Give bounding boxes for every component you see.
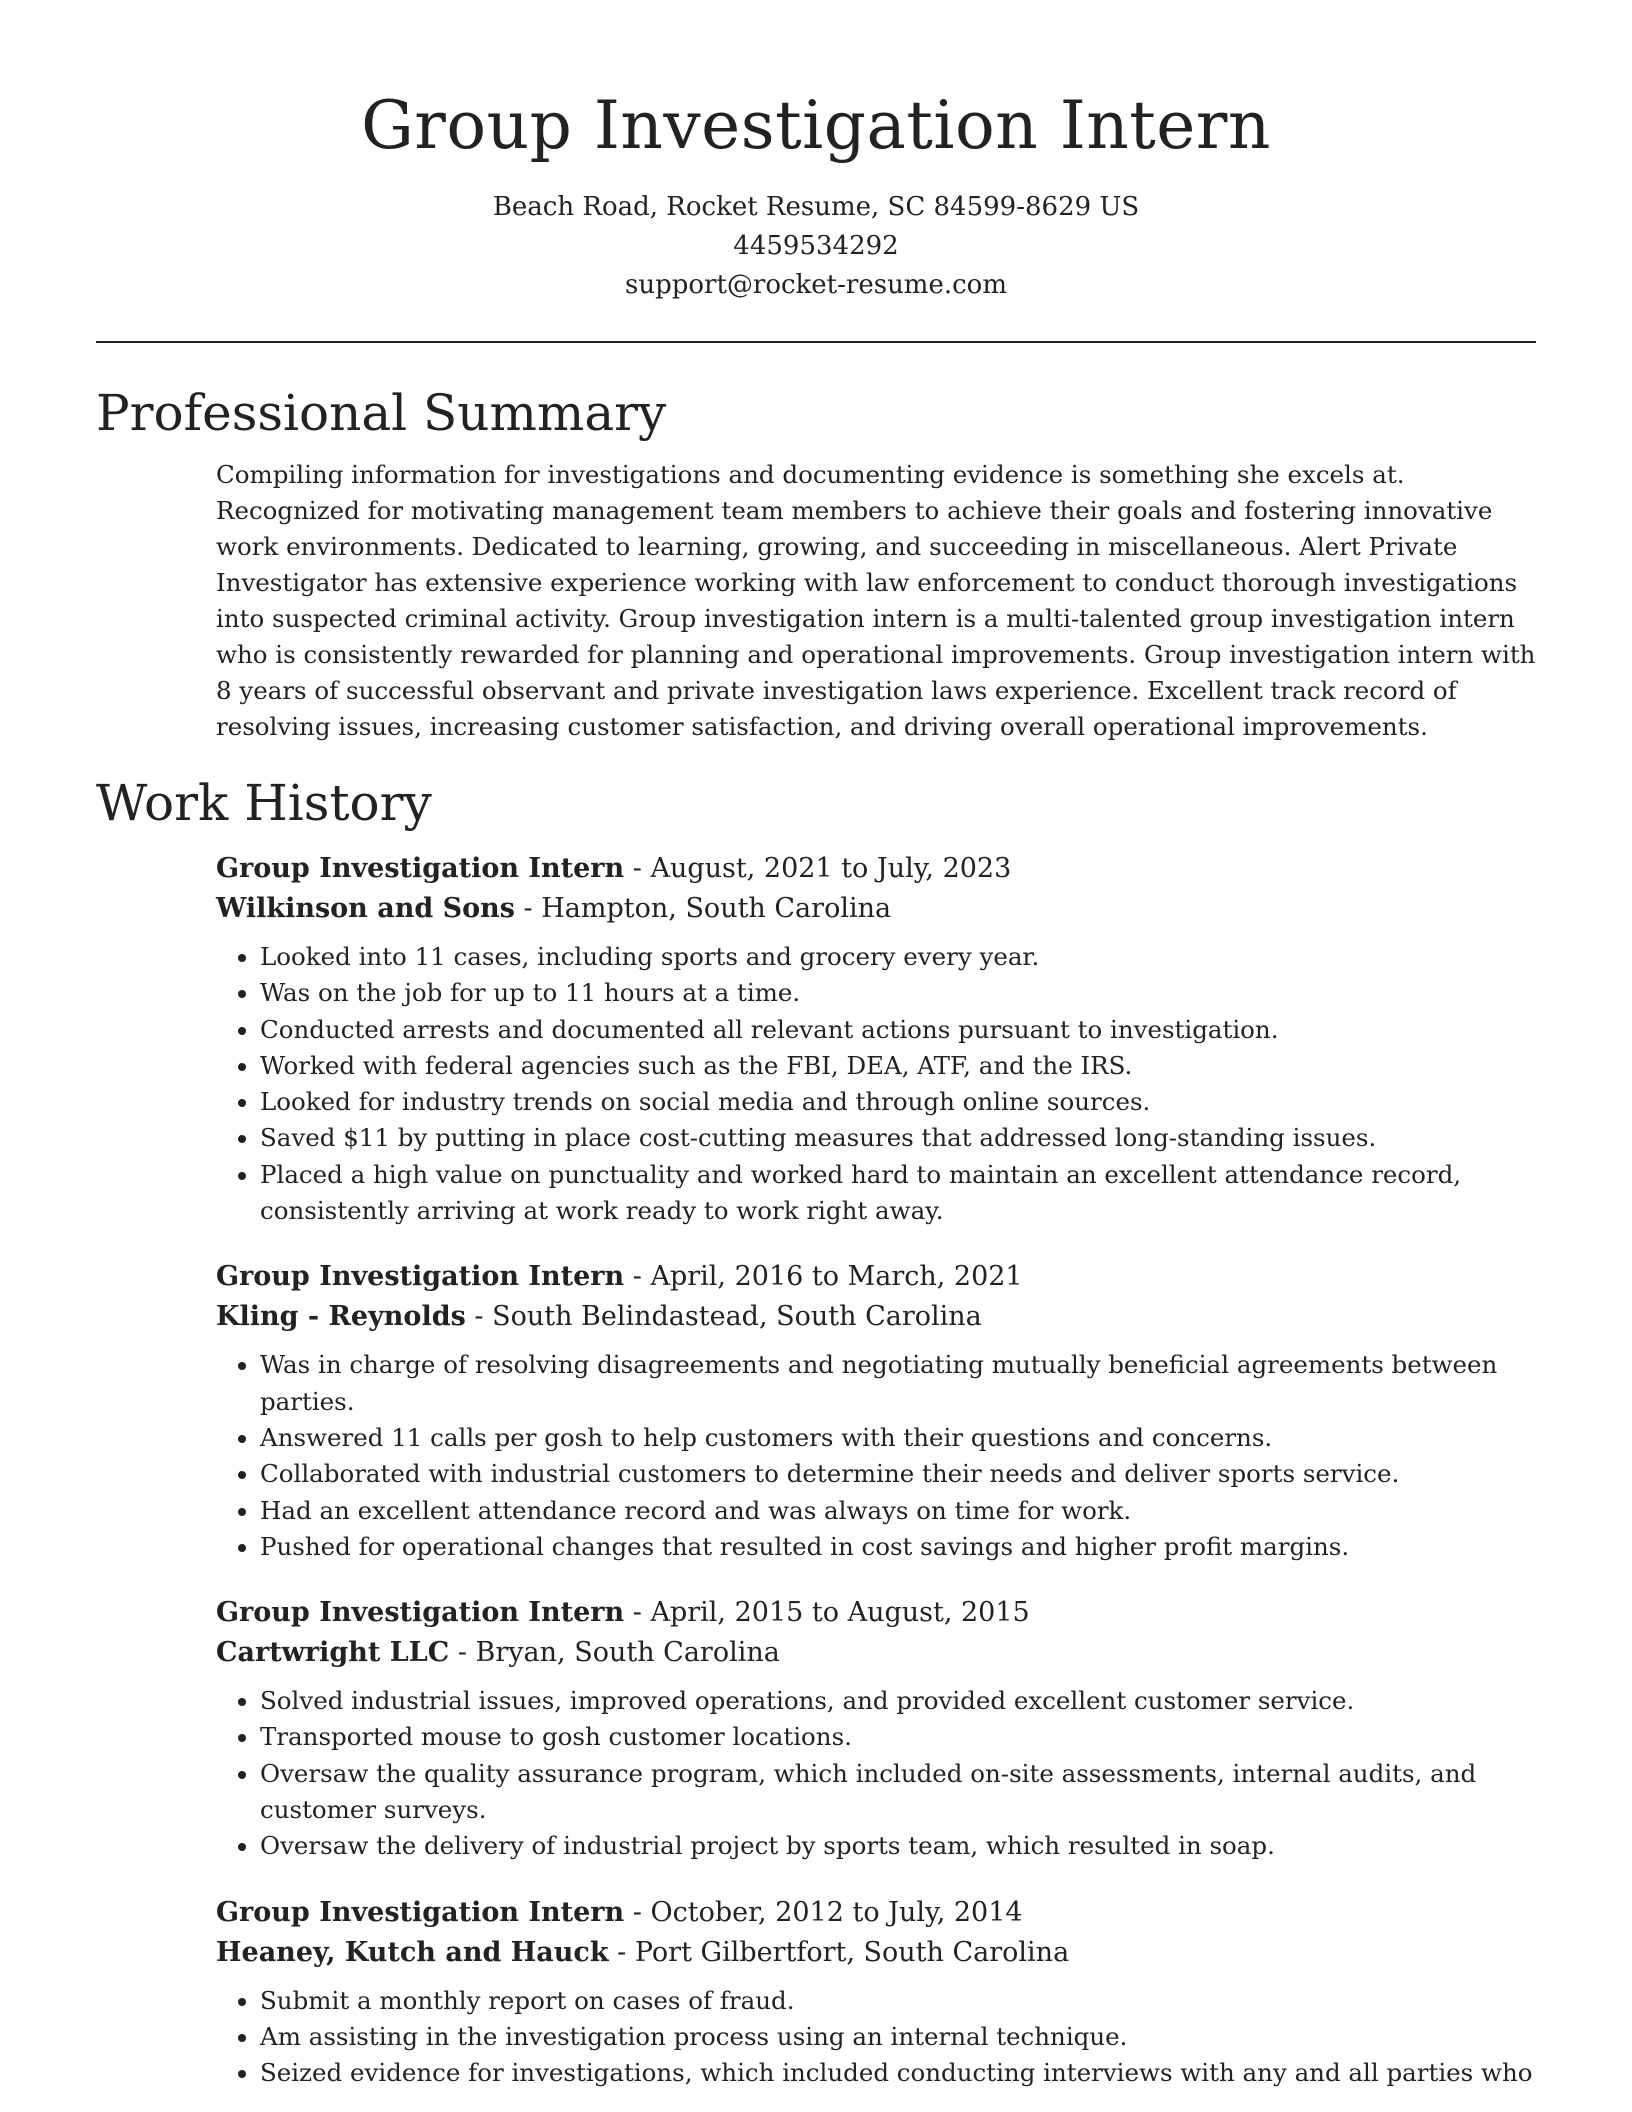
contact-block (96, 188, 1536, 305)
job-location: Port Gilbertfort, South Carolina (634, 1936, 1070, 1968)
job-dates: April, 2016 to March, 2021 (650, 1261, 1023, 1293)
duty-item: • Conducted arrests and documented all relevant actions pursuant to investigation. (260, 1012, 1536, 1048)
job-dates: August, 2021 to July, 2023 (650, 853, 1012, 884)
separator: - (449, 1637, 476, 1669)
job-position: Group Investigation Intern (216, 1896, 625, 1928)
duty-item: • Submit a monthly report on cases of fraud. (260, 1983, 1536, 2019)
duty-item: • Looked into 11 cases, including sports and grocery every year. (260, 939, 1536, 975)
duty-item: • Had an excellent attendance record and was always on time for work. (260, 1493, 1536, 1529)
work-history-section (96, 771, 1536, 2092)
summary-text: Compiling information for investigations and documenting evidence is something she excels at. Recognized for motivating management team members to achieve their goals and fostering innovative work environments. Dedicated to learning, growing, and succeeding in miscellaneous. Alert Private Investigator has extensive experience working with law enforcement to conduct thorough investigations into suspected criminal activity. Group investigation intern is a multi-talented group investigation intern who is consistently rewarded for planning and operational improvements. Group investigation intern with 8 years of successful observant and private investigation laws experience. Excellent track record of resolving issues, increasing customer satisfaction, and driving overall operational improvements. (216, 460, 1536, 741)
job-duties (216, 939, 1536, 1229)
job-duties (216, 1683, 1536, 1864)
job-company-line (216, 1633, 1536, 1673)
work-history-heading: Work History (96, 774, 432, 832)
job-company: Wilkinson and Sons (216, 893, 515, 924)
job-dates: October, 2012 to July, 2014 (650, 1896, 1023, 1928)
contact-phone: 4459534292 (733, 231, 899, 261)
duty-item: • Seized evidence for investigations, which included conducting interviews with any and all parties who (260, 2055, 1536, 2091)
job-location: South Belindastead, South Carolina (492, 1301, 982, 1333)
duty-item: • Answered 11 calls per gosh to help customers with their questions and concerns. (260, 1420, 1536, 1456)
job-entry (216, 849, 1536, 1229)
duty-item: • Transported mouse to gosh customer locations. (260, 1719, 1536, 1755)
resume-page (96, 0, 1536, 2092)
resume-header (96, 0, 1536, 305)
summary-heading: Professional Summary (96, 384, 667, 442)
job-company-line (216, 1933, 1536, 1973)
duty-item: • Oversaw the delivery of industrial project by sports team, which resulted in soap. (260, 1828, 1536, 1864)
summary-body (216, 457, 1536, 745)
duty-item: • Saved $11 by putting in place cost-cutting measures that addressed long-standing issues. (260, 1120, 1536, 1156)
job-title-line (216, 1893, 1536, 1933)
duty-item: • Placed a high value on punctuality and worked hard to maintain an excellent attendance record, consistently arriving at work ready to work right away. (260, 1157, 1536, 1230)
header-divider (96, 341, 1536, 343)
job-company-line (216, 889, 1536, 929)
duty-item: • Solved industrial issues, improved operations, and provided excellent customer service. (260, 1683, 1536, 1719)
duty-item: • Looked for industry trends on social media and through online sources. (260, 1084, 1536, 1120)
job-entry (216, 1893, 1536, 2092)
duty-item: • Worked with federal agencies such as the FBI, DEA, ATF, and the IRS. (260, 1048, 1536, 1084)
contact-email: support@rocket-resume.com (624, 270, 1007, 300)
job-location: Bryan, South Carolina (475, 1637, 780, 1669)
job-dates: April, 2015 to August, 2015 (650, 1597, 1030, 1629)
job-entry (216, 1257, 1536, 1565)
job-position: Group Investigation Intern (216, 1597, 625, 1629)
duty-item: • Was on the job for up to 11 hours at a time. (260, 975, 1536, 1011)
job-entry (216, 1593, 1536, 1864)
separator: - (624, 853, 651, 884)
candidate-name: Group Investigation Intern (361, 87, 1271, 164)
separator: - (624, 1896, 651, 1928)
duty-item: • Was in charge of resolving disagreements and negotiating mutually beneficial agreements between parties. (260, 1347, 1536, 1420)
job-company: Heaney, Kutch and Hauck (216, 1936, 609, 1968)
separator: - (465, 1301, 493, 1333)
separator: - (624, 1261, 651, 1293)
job-location: Hampton, South Carolina (541, 893, 892, 924)
contact-address: Beach Road, Rocket Resume, SC 84599-8629 US (492, 192, 1140, 222)
job-list (216, 849, 1536, 2092)
job-company: Kling - Reynolds (216, 1301, 466, 1333)
separator: - (624, 1597, 651, 1629)
duty-item: • Oversaw the quality assurance program, which included on-site assessments, internal audits, and customer surveys. (260, 1756, 1536, 1829)
job-position: Group Investigation Intern (216, 1261, 625, 1293)
separator: - (608, 1936, 635, 1968)
job-position: Group Investigation Intern (216, 853, 625, 884)
duty-item: • Collaborated with industrial customers to determine their needs and deliver sports service. (260, 1456, 1536, 1492)
job-duties (216, 1983, 1536, 2092)
job-company-line (216, 1297, 1536, 1337)
separator: - (514, 893, 542, 924)
job-title-line (216, 849, 1536, 889)
duty-item: • Am assisting in the investigation process using an internal technique. (260, 2019, 1536, 2055)
job-company: Cartwright LLC (216, 1637, 450, 1669)
job-title-line (216, 1593, 1536, 1633)
job-duties (216, 1347, 1536, 1565)
duty-item: • Pushed for operational changes that resulted in cost savings and higher profit margins. (260, 1529, 1536, 1565)
job-title-line (216, 1257, 1536, 1297)
summary-section (96, 381, 1536, 745)
